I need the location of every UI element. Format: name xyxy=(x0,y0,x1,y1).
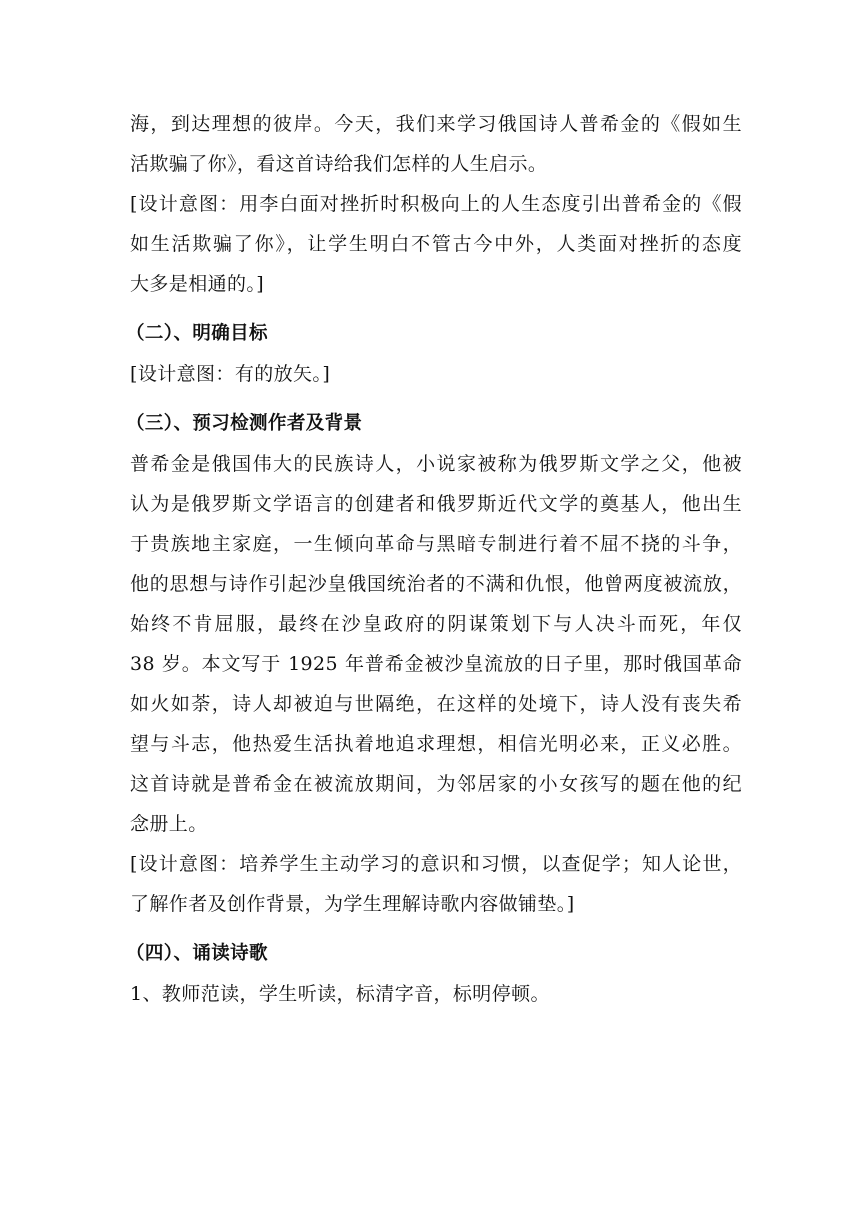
text-line: 于贵族地主家庭，一生倾向革命与黑暗专制进行着不屈不挠的斗争， xyxy=(130,533,742,555)
text-line: 他的思想与诗作引起沙皇俄国统治者的不满和仇恨，他曾两度被流放， xyxy=(130,573,742,595)
design-note-3 xyxy=(130,844,742,924)
text-line: 念册上。 xyxy=(130,813,208,835)
text-line: 活欺骗了你》，看这首诗给我们怎样的人生启示。 xyxy=(130,153,548,175)
text-line: 这首诗就是普希金在被流放期间，为邻居家的小女孩写的题在他的纪 xyxy=(130,773,742,795)
text-line: 认为是俄罗斯文学语言的创建者和俄罗斯近代文学的奠基人，他出生 xyxy=(130,493,742,515)
intro-paragraph xyxy=(130,104,742,184)
text-line: 望与斗志，他热爱生活执着地追求理想，相信光明必来，正义必胜。 xyxy=(130,733,742,755)
text-line: 了解作者及创作背景，为学生理解诗歌内容做铺垫。] xyxy=(130,893,575,915)
section-2-design-note: [设计意图：有的放矢。] xyxy=(130,363,331,385)
text-line: 始终不肯屈服，最终在沙皇政府的阴谋策划下与人决斗而死，年仅 xyxy=(130,613,742,635)
section-4-heading: （四）、诵读诗歌 xyxy=(126,943,268,964)
text-line: 38 岁。本文写于 1925 年普希金被沙皇流放的日子里，那时俄国革命 xyxy=(130,653,742,675)
text-line: 海，到达理想的彼岸。今天，我们来学习俄国诗人普希金的《假如生 xyxy=(130,113,742,135)
text-line: 如生活欺骗了你》，让学生明白不管古今中外，人类面对挫折的态度 xyxy=(130,233,742,255)
text-line: [设计意图：用李白面对挫折时积极向上的人生态度引出普希金的《假 xyxy=(130,193,742,215)
text-line: [设计意图：培养学生主动学习的意识和习惯，以查促学；知人论世， xyxy=(130,853,742,875)
section-3-heading: （三）、预习检测作者及背景 xyxy=(126,413,363,434)
author-background-paragraph xyxy=(130,444,742,844)
text-line: 大多是相通的。] xyxy=(130,273,265,295)
section-4-item-1: 1、教师范读，学生听读，标清字音，标明停顿。 xyxy=(130,983,550,1005)
document-page xyxy=(126,104,742,1014)
text-line: 如火如荼，诗人却被迫与世隔绝，在这样的处境下，诗人没有丧失希 xyxy=(130,693,742,715)
design-note-1 xyxy=(130,184,742,304)
text-line: 普希金是俄国伟大的民族诗人，小说家被称为俄罗斯文学之父，他被 xyxy=(130,453,742,475)
section-2-heading: （二）、明确目标 xyxy=(126,323,268,344)
